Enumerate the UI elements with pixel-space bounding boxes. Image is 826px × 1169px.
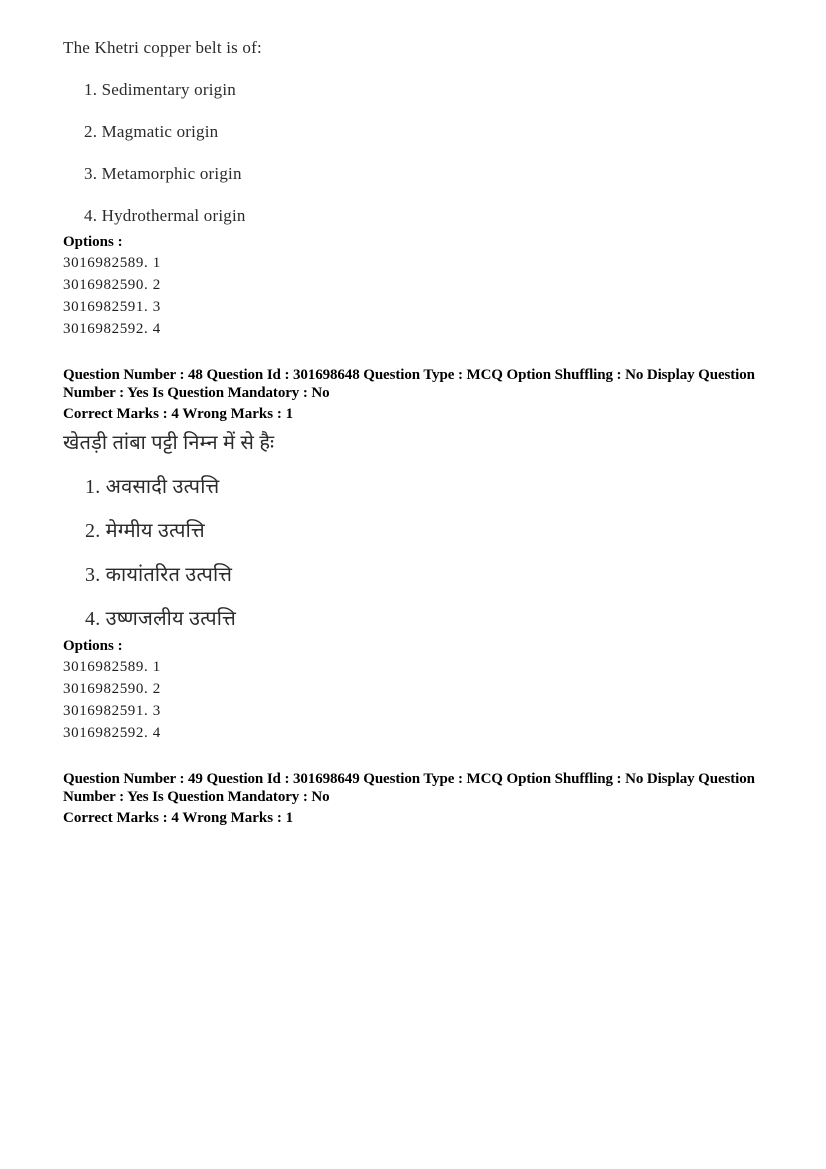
- question-49-meta-line-1: Question Number : 49 Question Id : 301698649 Question Type : MCQ Option Shuffling : No Display Question: [63, 771, 755, 787]
- option-id-row-1: 3016982589. 1: [63, 255, 161, 271]
- option-id-row-1: 3016982589. 1: [63, 659, 161, 675]
- options-label: Options :: [63, 234, 123, 250]
- question-49-metadata: [63, 770, 769, 827]
- option-id-row-4: 3016982592. 4: [63, 725, 161, 741]
- question-option-hindi-1: 1. अवसादी उत्पत्ति: [85, 476, 220, 498]
- question-49-marks-line: Correct Marks : 4 Wrong Marks : 1: [63, 810, 294, 826]
- question-option-2: 2. Magmatic origin: [84, 122, 219, 141]
- question-options-english: [63, 80, 768, 226]
- options-id-block-english: [63, 233, 768, 340]
- question-text-english: The Khetri copper belt is of:: [63, 38, 262, 57]
- question-option-3: 3. Metamorphic origin: [84, 164, 242, 183]
- question-option-1: 1. Sedimentary origin: [84, 80, 236, 99]
- question-options-hindi: [63, 474, 768, 632]
- option-id-row-2: 3016982590. 2: [63, 681, 161, 697]
- question-block-english: [63, 38, 768, 226]
- question-48-meta-line-1: Question Number : 48 Question Id : 301698648 Question Type : MCQ Option Shuffling : No Display Question: [63, 367, 755, 383]
- question-option-hindi-4: 4. उष्णजलीय उत्पत्ति: [85, 608, 236, 630]
- question-option-hindi-2: 2. मेग्मीय उत्पत्ति: [85, 520, 205, 542]
- options-id-block-hindi: [63, 637, 768, 744]
- question-48-metadata: [63, 366, 769, 423]
- options-label: Options :: [63, 638, 123, 654]
- question-text-hindi: खेतड़ी तांबा पट्टी निम्न में से हैः: [63, 432, 275, 454]
- question-option-hindi-3: 3. कायांतरित उत्पत्ति: [85, 564, 233, 586]
- question-48-meta-line-2: Number : Yes Is Question Mandatory : No: [63, 385, 330, 401]
- option-id-row-3: 3016982591. 3: [63, 703, 161, 719]
- option-id-row-4: 3016982592. 4: [63, 321, 161, 337]
- question-option-4: 4. Hydrothermal origin: [84, 206, 246, 225]
- question-block-hindi: [63, 430, 768, 632]
- question-48-marks-line: Correct Marks : 4 Wrong Marks : 1: [63, 406, 294, 422]
- question-49-meta-line-2: Number : Yes Is Question Mandatory : No: [63, 789, 330, 805]
- option-id-row-2: 3016982590. 2: [63, 277, 161, 293]
- option-id-row-3: 3016982591. 3: [63, 299, 161, 315]
